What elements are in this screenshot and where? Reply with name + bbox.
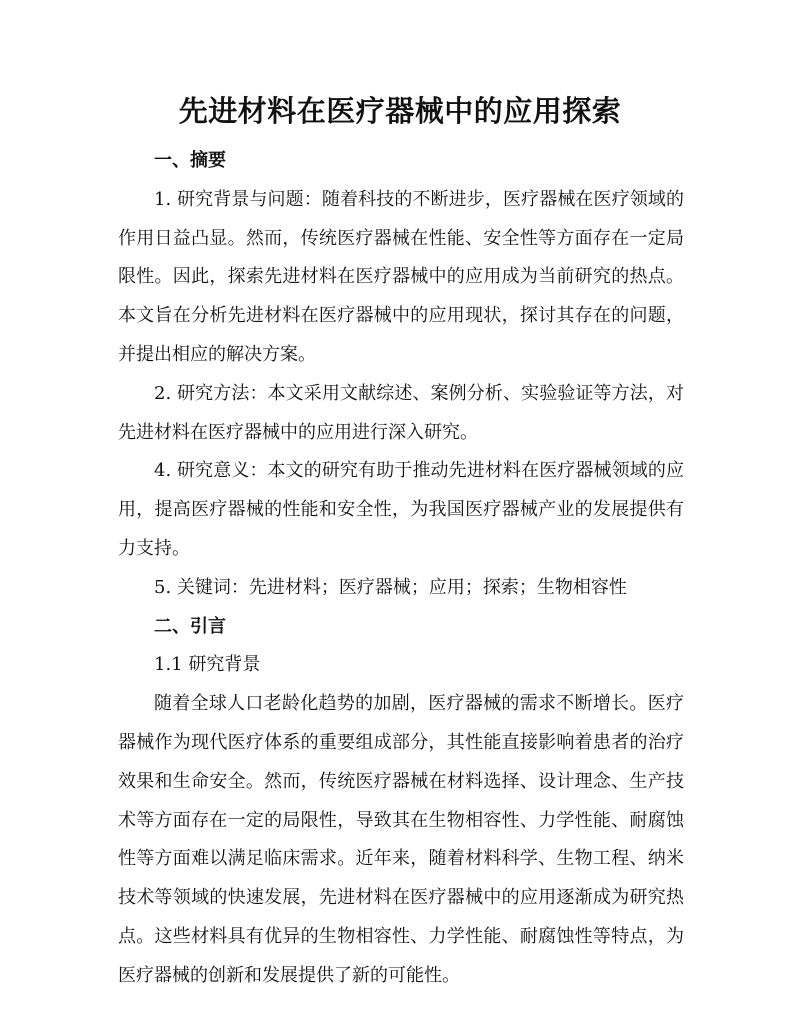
introduction-paragraph: 随着全球人口老龄化趋势的加剧，医疗器械的需求不断增长。医疗器械作为现代医疗体系的重要组成部分，其性能直接影响着患者的治疗效果和生命安全。然而，传统医疗器械在材料选择、设计理念、生产技术等方面存在一定的局限性，导致其在生物相容性、力学性能、耐腐蚀性等方面难以满足临床需求。近年来，随着材料科学、生物工程、纳米技术等领域的快速发展，先进材料在医疗器械中的应用逐渐成为研究热点。这些材料具有优异的生物相容性、力学性能、耐腐蚀性等特点，为医疗器械的创新和发展提供了新的可能性。 [118,693,684,986]
section-heading-abstract: 一、摘要 [154,150,226,171]
document-body [118,142,684,996]
abstract-paragraph-keywords: 5. 关键词：先进材料；医疗器械；应用；探索；生物相容性 [154,576,627,598]
subsection-heading-background: 1.1 研究背景 [154,654,261,676]
section-heading-introduction: 二、引言 [154,615,226,637]
abstract-paragraph-background: 1. 研究背景与问题：随着科技的不断进步，医疗器械在医疗领域的作用日益凸显。然而，传统医疗器械在性能、安全性等方面存在一定局限性。因此，探索先进材料在医疗器械中的应用成为当前研究的热点。本文旨在分析先进材料在医疗器械中的应用现状，探讨其存在的问题，并提出相应的解决方案。 [118,188,684,365]
document-title: 先进材料在医疗器械中的应用探索 [178,94,622,128]
abstract-paragraph-method: 2. 研究方法：本文采用文献综述、案例分析、实验验证等方法，对先进材料在医疗器械中的应用进行深入研究。 [118,382,684,443]
abstract-paragraph-significance: 4. 研究意义：本文的研究有助于推动先进材料在医疗器械领域的应用，提高医疗器械的性能和安全性，为我国医疗器械产业的发展提供有力支持。 [118,460,684,559]
